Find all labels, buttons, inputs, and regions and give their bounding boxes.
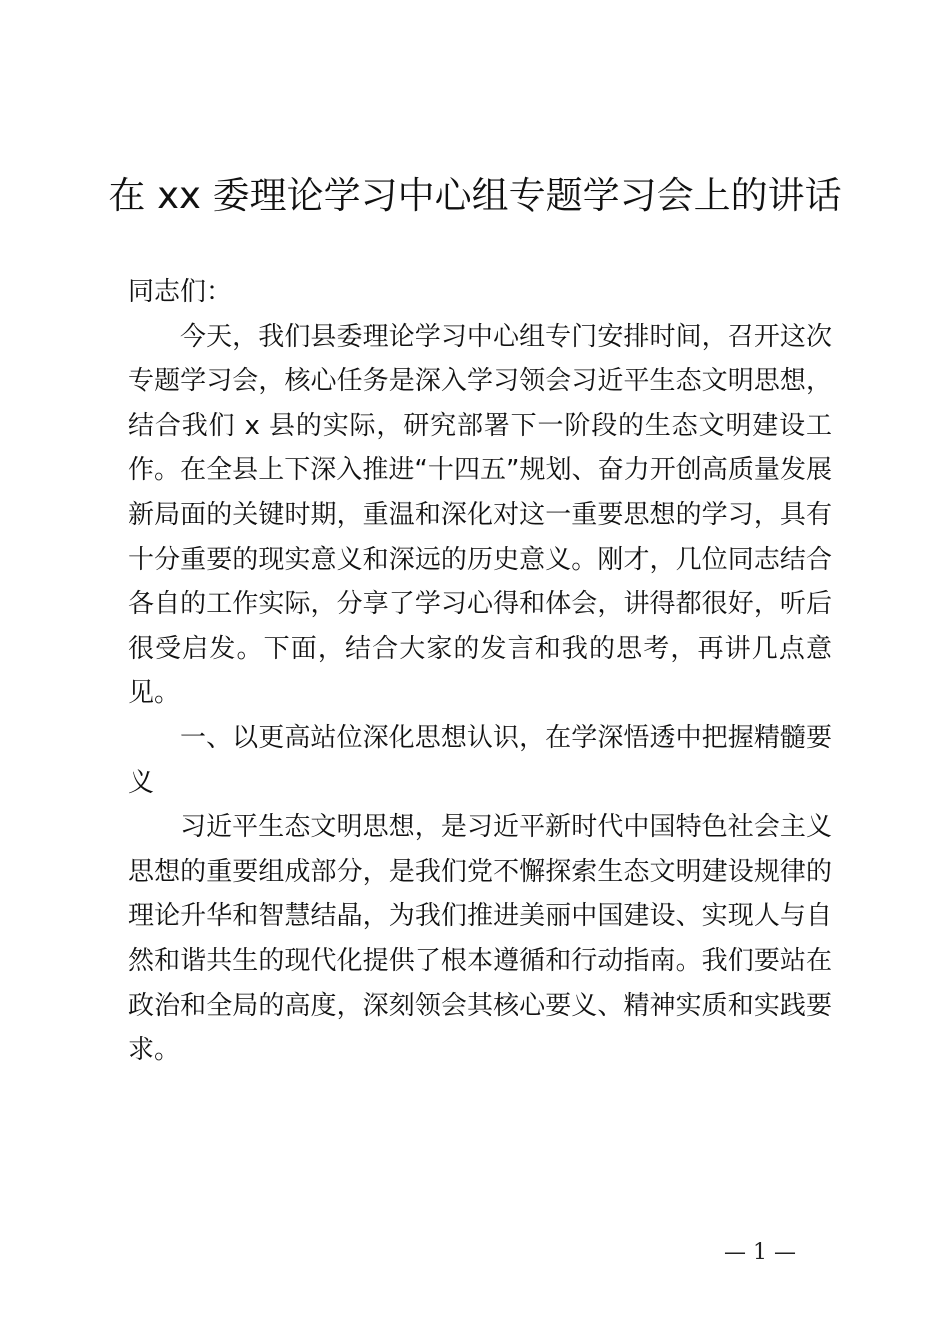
paragraph-section-1: 习近平生态文明思想，是习近平新时代中国特色社会主义思想的重要组成部分，是我们党不懈探索生态文明建设规律的理论升华和智慧结晶，为我们推进美丽中国建设、实现人与自然和谐共生的现代化提供了根本遵循和行动指南。我们要站在政治和全局的高度，深刻领会其核心要义、精神实质和实践要求。	[128, 812, 832, 1066]
page-number: — 1 —	[724, 1240, 796, 1265]
document-title: 在 xx 委理论学习中心组专题学习会上的讲话	[108, 174, 842, 217]
document-body	[128, 270, 832, 1073]
salutation: 同志们：	[128, 277, 233, 307]
paragraph-intro: 今天，我们县委理论学习中心组专门安排时间，召开这次专题学习会，核心任务是深入学习领会习近平生态文明思想，结合我们 x 县的实际，研究部署下一阶段的生态文明建设工作。在全县上下深入推进“十四五”规划、奋力开创高质量发展新局面的关键时期，重温和深化对这一重要思想的学习，具有十分重要的现实意义和深远的历史意义。刚才，几位同志结合各自的工作实际，分享了学习心得和体会，讲得都很好，听后很受启发。下面，结合大家的发言和我的思考，再讲几点意见。	[128, 321, 832, 709]
section-heading-1: 一、以更高站位深化思想认识，在学深悟透中把握精髓要义	[128, 722, 832, 798]
